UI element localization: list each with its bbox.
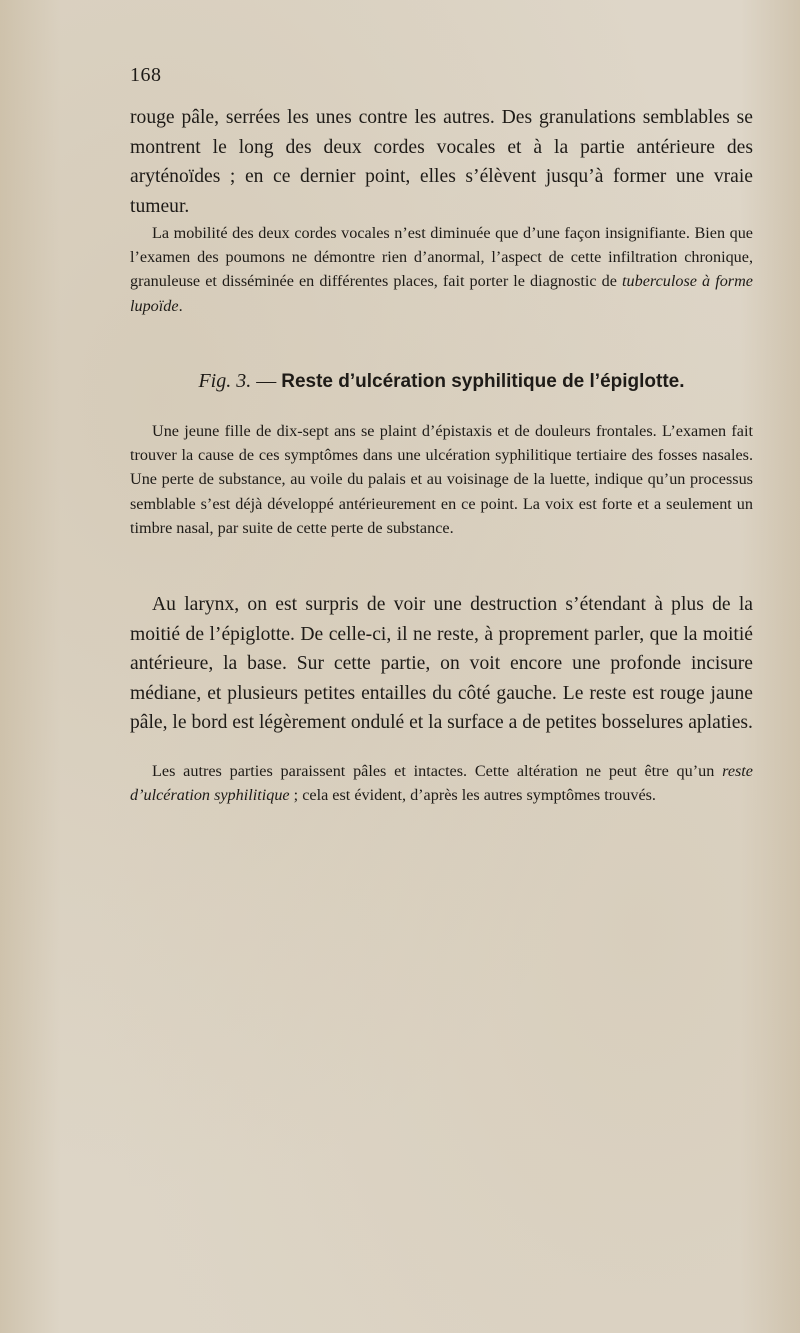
paragraph-2-end: . <box>178 296 183 315</box>
paragraph-1: rouge pâle, serrées les unes contre les autres. Des granulations semblables se montrent le long des deux cordes vocales et à la partie antérieure des aryténoïdes ; en ce dernier point, elles s’élèvent jusqu’à former une vraie tumeur. <box>130 107 753 217</box>
paragraph-small-3 <box>130 759 753 807</box>
paragraph-5 <box>130 759 753 807</box>
paragraph-2-italic: tuberculose à forme lupoïde <box>130 272 753 315</box>
paragraph-5-end: ; cela est évident, d’après les autres symptômes trouvés. <box>289 786 656 805</box>
paragraph-3: Une jeune fille de dix-sept ans se plaint d’épistaxis et de douleurs frontales. L’examen fait trouver la cause de ces symptômes dans une ulcération syphilitique tertiaire des fosses nasales. Une perte de substance, au voile du palais et au voisinage de la luette, indique qu’un processus semblable s’est déjà développé antérieurement en ce point. La voix est forte et a seulement un timbre nasal, par suite de cette perte de substance. <box>130 422 753 537</box>
paragraph-2-text: La mobilité des deux cordes vocales n’est diminuée que d’une façon insignifiante. Bien que l’examen des poumons ne démontre rien d’anormal, l’aspect de cette infiltration chronique, granuleuse et disséminée en différentes places, fait porter le diagnostic de <box>130 224 753 291</box>
paragraph-5-italic: reste d’ulcération syphilitique <box>130 762 753 805</box>
paragraph-continuation <box>130 103 753 221</box>
paragraph-small-2 <box>130 419 753 540</box>
figure-heading <box>130 366 753 397</box>
figure-label: Fig. 3. <box>198 370 252 392</box>
figure-dash: — <box>251 370 282 392</box>
paragraph-4: Au larynx, on est surpris de voir une destruction s’étendant à plus de la moitié de l’épiglotte. De celle-ci, il ne reste, à proprement parler, que la moitié antérieure, la base. Sur cette partie, on voit encore une profonde incisure médiane, et plusieurs petites entailles du côté gauche. Le reste est rouge jaune pâle, le bord est légèrement ondulé et la surface a de petites bosselures aplaties. <box>130 594 753 733</box>
figure-title: Reste d’ulcération syphilitique de l’épiglotte. <box>281 371 685 392</box>
page-number: 168 <box>130 64 162 86</box>
paragraph-5-text: Les autres parties paraissent pâles et intactes. Cette altération ne peut être qu’un <box>152 762 723 780</box>
paragraph-2 <box>130 221 753 318</box>
paragraph-small-1 <box>130 221 753 318</box>
paragraph-large-2 <box>130 590 753 738</box>
